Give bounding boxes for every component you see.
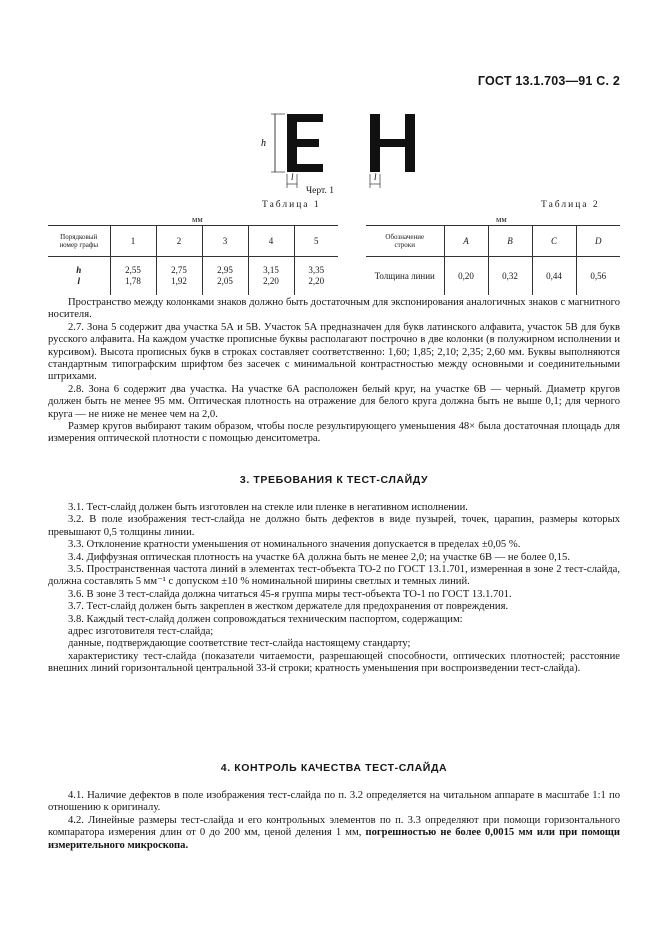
- paragraph-3-2: 3.2. В поле изображения тест-слайда не должно быть дефектов в виде пузырей, точек, царапин, размеры которых превышают 0,5 толщины линии.: [48, 514, 620, 538]
- paragraph-3-8-item: данные, подтверждающие соответствие тест-слайда настоящему стандарту;: [68, 638, 411, 650]
- table1-unit: мм: [192, 214, 203, 224]
- figure-caption: Черт. 1: [306, 186, 334, 196]
- page-header: ГОСТ 13.1.703—91 С. 2: [477, 74, 620, 88]
- paragraph-circle-size: Размер кругов выбирают таким образом, чтобы после результирующего уменьшения 48× была достаточная площадь для измерения оптической плотности с помощью денситометра.: [48, 421, 620, 445]
- table1-cell: 2,95 2,05: [202, 257, 248, 296]
- table2-col-d: D: [576, 226, 620, 257]
- table2-title: Таблица 2: [541, 200, 600, 210]
- table1-head-label: Порядковый номер графы: [48, 226, 110, 257]
- dimension-l-label: l: [291, 172, 294, 182]
- paragraph-3-3: 3.3. Отклонение кратности уменьшения от номинального значения допускается в пределах ±0,05 %.: [68, 539, 521, 551]
- table2-header-row: [366, 226, 620, 257]
- paragraph-3-8-item: адрес изготовителя тест-слайда;: [68, 626, 214, 638]
- paragraph-2-7: 2.7. Зона 5 содержит два участка 5А и 5В. Участок 5А предназначен для букв латинского алфавита, участок 5В для букв русского алфавита. На каждом участке прописные буквы располагают построчно в две колонки (в полужирном исполнении и курсивом). Высота прописных букв в строках составляет соответственно: 1,60; 1,85; 2,10; 2,35; 2,60 мм. Буквы выполняются стандартным типографским шрифтом без засечек с минимальной контрастностью между основными и соединительными штрихами.: [48, 321, 620, 383]
- table2-col-b: B: [488, 226, 532, 257]
- table1-header-row: [48, 226, 338, 257]
- table2: [366, 225, 620, 295]
- table2-unit: мм: [496, 214, 507, 224]
- table1-col-2: 2: [156, 226, 202, 257]
- table1-col-5: 5: [294, 226, 338, 257]
- table2-data-row: [366, 257, 620, 296]
- table1-cell: 3,15 2,20: [248, 257, 294, 296]
- table2-cell: 0,56: [590, 271, 607, 281]
- paragraph-3-1: 3.1. Тест-слайд должен быть изготовлен на стекле или пленке в негативном исполнении.: [68, 502, 468, 513]
- table2-col-a: A: [444, 226, 488, 257]
- table1-cell: 2,55 1,78: [110, 257, 156, 296]
- letter-drawing-figure: [255, 108, 425, 190]
- table1-cell: 2,75 1,92: [156, 257, 202, 296]
- table1-col-1: 1: [110, 226, 156, 257]
- letter-h-drawing: [370, 114, 415, 172]
- paragraph-3-8-item: характеристику тест-слайда (показатели читаемости, разрешающей способности, оптических плотностей; расстояние внешних линий горизонтальной центральной 33-й строки; кратность уменьшения при воспроизведении тест-слайда).: [48, 650, 620, 675]
- table1-title: Таблица 1: [262, 200, 321, 210]
- dimension-h-label: h: [261, 138, 266, 149]
- section-3-title: 3. ТРЕБОВАНИЯ К ТЕСТ-СЛАЙДУ: [239, 474, 429, 486]
- table1-data-row: [48, 257, 338, 296]
- body-text-block-3: [48, 790, 620, 852]
- paragraph-4-2-part1: 4.2. Линейные размеры тест-слайда и его контрольных элементов по п. 3.3 определяют при помощи горизонтального компаратора измерения длин от 0 до 200 мм, ценой деления 1 мм,: [48, 814, 620, 839]
- paragraph-3-6: 3.6. В зоне 3 тест-слайда должна читаться 45-я группа миры тест-объекта ТО-1 по ГОСТ 13.1.701.: [68, 588, 512, 600]
- table2-head-label: Обозначение строки: [366, 226, 444, 257]
- table1-col-4: 4: [248, 226, 294, 257]
- paragraph-4-2-part2: погрешностью не более 0,0015 мм или при помощи измерительного микроскопа.: [48, 827, 620, 851]
- paragraph-4-1: 4.1. Наличие дефектов в поле изображения тест-слайда по п. 3.2 определяется на читальном аппарате в масштабе 1:1 по отношению к оригиналу.: [48, 790, 620, 814]
- table1: [48, 225, 338, 295]
- paragraph-3-8: 3.8. Каждый тест-слайд должен сопровождаться техническим паспортом, содержащим:: [68, 613, 463, 625]
- letter-e-drawing: [287, 114, 323, 172]
- paragraph-3-5: 3.5. Пространственная частота линий в элементах тест-объекта ТО-2 по ГОСТ 13.1.701, измеренная в зоне 2 тест-слайда, должна составлять 5 мм⁻¹ с допуском ±10 % номинальной ширины светлых и темных линий.: [48, 564, 620, 588]
- table1-col-3: 3: [202, 226, 248, 257]
- section-4-title: 4. КОНТРОЛЬ КАЧЕСТВА ТЕСТ-СЛАЙДА: [220, 762, 448, 774]
- table2-cell: 0,32: [488, 257, 532, 296]
- table2-row-label: Толщина линии: [366, 257, 444, 296]
- table2-col-c: C: [532, 226, 576, 257]
- svg-text:l: l: [374, 172, 377, 182]
- paragraph-space: Пространство между колонками знаков должно быть достаточным для экспонирования аналогичных знаков с магнитного носителя.: [48, 297, 620, 321]
- table1-row-labels: h l: [48, 257, 110, 296]
- table2-cell: 0,44: [532, 257, 576, 296]
- paragraph-3-7: 3.7. Тест-слайд должен быть закреплен в жестком держателе для предохранения от повреждения.: [68, 601, 509, 613]
- table1-cell: 3,35 2,20: [308, 265, 325, 286]
- paragraph-3-4: 3.4. Диффузная оптическая плотность на участке 6А должна быть не менее 2,0; на участке 6В — не более 0,15.: [68, 551, 571, 563]
- body-text-block-2: [48, 502, 620, 676]
- table2-cell: 0,20: [444, 257, 488, 296]
- paragraph-4-2: [48, 815, 620, 852]
- body-text-block-1: [48, 297, 620, 446]
- paragraph-2-8: 2.8. Зона 6 содержит два участка. На участке 6А расположен белый круг, на участке 6В — черный. Диаметр кругов должен быть не менее 95 мм. Оптическая плотность на отражение для белого круга должна быть не выше 0,1; для черного круга — не ниже не менее чем на 2,0.: [48, 383, 620, 420]
